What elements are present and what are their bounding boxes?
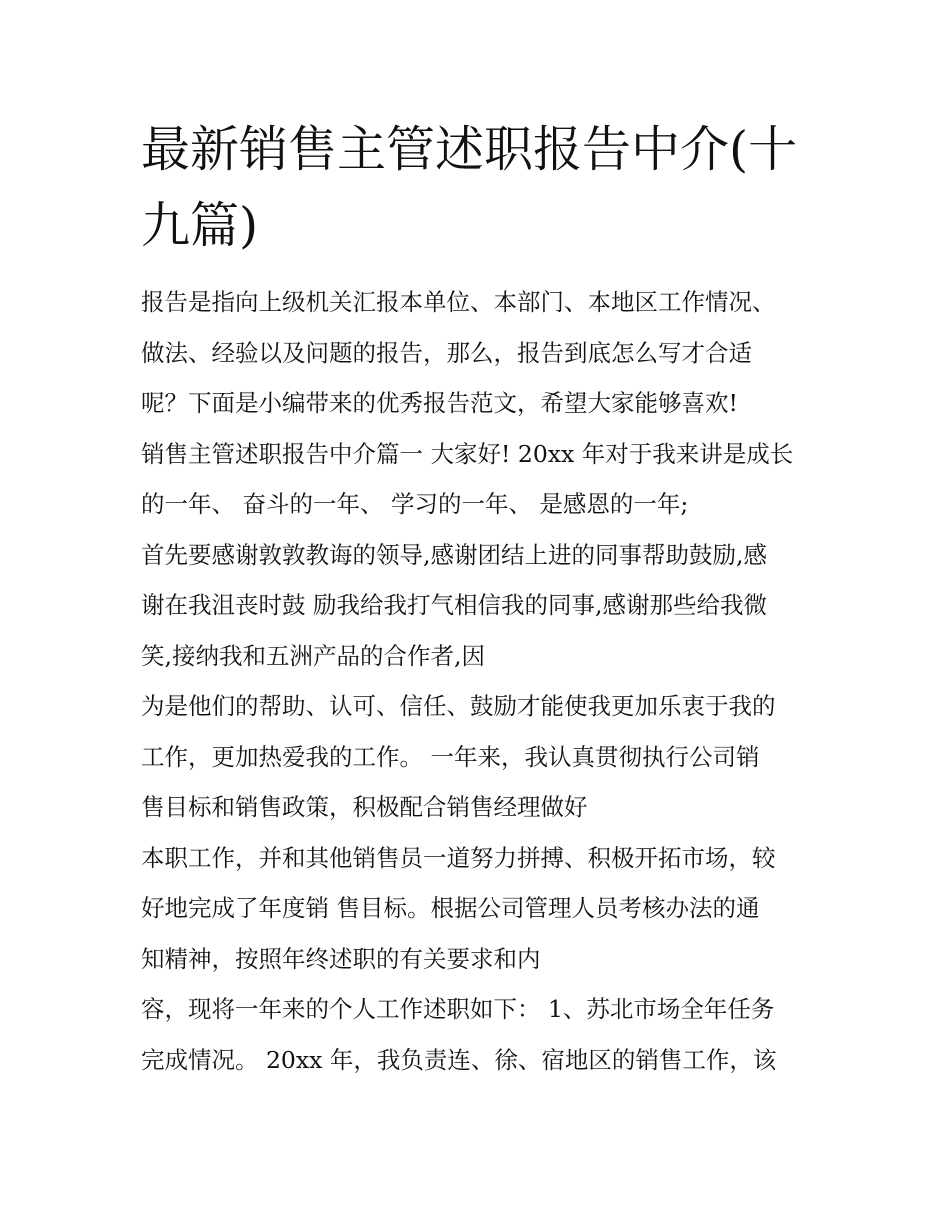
text-line: 工作，更加热爱我的工作。 一年来，我认真贯彻执行公司销 (141, 742, 760, 771)
text-line: 呢？下面是小编带来的优秀报告范文，希望大家能够喜欢! (141, 389, 738, 417)
text-line: 知精神，按照年终述职的有关要求和内 (141, 944, 541, 973)
title-line: 最新销售主管述职报告中介(十 (141, 121, 798, 178)
text-line: 好地完成了年度销 售目标。根据公司管理人员考核办法的通 (141, 894, 760, 922)
text-line: 报告是指向上级机关汇报本单位、本部门、本地区工作情况、 (141, 288, 776, 316)
text-line: 首先要感谢敦敦教诲的领导,感谢团结上进的同事帮助鼓励,感 (141, 540, 767, 569)
text-line: 为是他们的帮助、认可、信任、鼓励才能使我更加乐衷于我的 (141, 692, 776, 720)
text-line: 的一年、 奋斗的一年、 学习的一年、 是感恩的一年; (141, 490, 689, 518)
paragraph-thanks (141, 530, 831, 682)
text-line: 笑,接纳我和五洲产品的合作者,因 (141, 641, 485, 670)
title-line: 九篇) (141, 197, 259, 254)
text-line: 完成情况。 20xx 年，我负责连、徐、宿地区的销售工作，该 (141, 1045, 777, 1074)
paragraph-work (141, 681, 831, 833)
paragraph-duty (141, 833, 831, 985)
paragraph-intro (141, 277, 831, 429)
paragraph-report (141, 984, 831, 1085)
document-body (141, 277, 831, 1085)
document-title (141, 112, 831, 264)
text-line: 做法、经验以及问题的报告，那么，报告到底怎么写才合适 (141, 338, 752, 367)
text-line: 容，现将一年来的个人工作述职如下： 1、苏北市场全年任务 (141, 995, 775, 1023)
text-line: 售目标和销售政策，积极配合销售经理做好 (141, 793, 588, 821)
text-line: 本职工作，并和其他销售员一道努力拼搏、积极开拓市场，较 (141, 843, 776, 872)
paragraph-greeting (141, 429, 831, 530)
text-line: 销售主管述职报告中介篇一 大家好! 20xx 年对于我来讲是成长 (141, 439, 794, 468)
text-line: 谢在我沮丧时鼓 励我给我打气相信我的同事,感谢那些给我微 (141, 591, 767, 619)
